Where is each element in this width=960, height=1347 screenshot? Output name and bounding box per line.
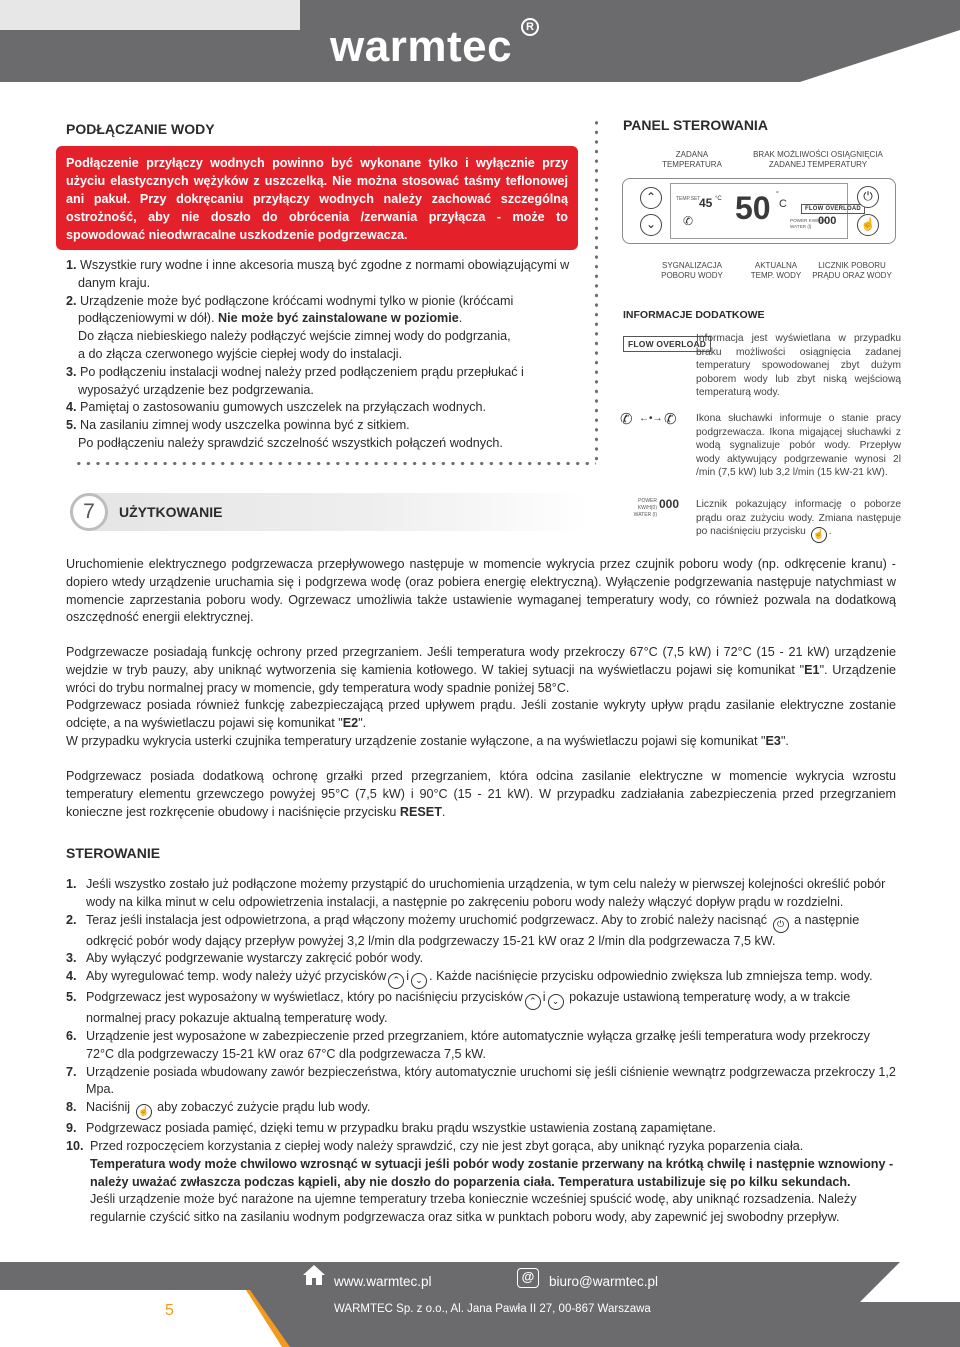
paragraph: Podgrzewacz posiada dodatkową ochronę grzałki przed przegrzaniem, która odcina zasilanie elektryczne w momencie wykrycia wzrostu temperatury elementu grzewczego powyżej 95°C (7,5 kW) i 90°C (15 - 21 kW). W przypadku zadziałania zabezpieczenia przed przegrzaniem konieczne jest rozkręcenie obudowy i naciśnięcie przycisku RESET. <box>66 769 896 819</box>
down-icon: ⌄ <box>548 994 564 1010</box>
section-title-control: STEROWANIE <box>66 845 161 861</box>
down-button-icon[interactable]: ⌄ <box>640 214 662 236</box>
list-item: 10. Przed rozpoczęciem korzystania z ciepłej wody należy sprawdzić, czy nie jest zbyt gorąca, aby uniknąć ryzyka poparzenia ciała. Temperatura wody może chwilowo wzrosnąć w sytuacji jeśli pobór wody zostanie przerwany na krótką chwilę i następnie wznowiony - należy uważać zwłaszcza podczas kąpieli, aby nie doszło do poparzenia ciała. Temperatura ustabilizuje się po kilku sekundach. Jeśli urządzenie może być narażone na ujemne temperatury trzeba koniecznie wcześniej spuścić wodę, aby uniknąć rozsadzenia. Należy regularnie czyścić sitko na zasilaniu wodnym podgrzewacza oraz sitka w punktach poboru wody, aby zapewnić jej swobodny przepływ. <box>66 1138 894 1225</box>
up-icon: ⌃ <box>388 973 404 989</box>
down-icon: ⌄ <box>411 973 427 989</box>
list-item: 3. Aby wyłączyć podgrzewanie wystarczy zakręcić pobór wody. <box>66 951 424 966</box>
list-item: 4. Pamiętaj o zastosowaniu gumowych uszczelek na przyłączach wodnych. <box>66 400 487 415</box>
registered-mark: R <box>521 18 539 36</box>
paragraph: Podgrzewacze posiadają funkcję ochrony przed przegrzaniem. Jeśli temperatura wody przekroczy 67°C (7,5 kW) i 72°C (15 - 21 kW) urządzenie wejdzie w tryb pauzy, aby uniknąć wytworzenia się kamienia kotłowego. W takiej sytuacji na wyświetlaczu pojawi się komunikat "E1". Urządzenie wróci do trybu normalnej pracy w momencie, gdy temperatura wody spadnie poniżej 58°C. <box>66 645 896 695</box>
dotted-divider-horizontal <box>74 462 596 465</box>
flow-overload-badge: FLOW OVERLOAD <box>623 334 711 352</box>
flow-overload-description: Informacja jest wyświetlana w przypadku braku możliwości osiągnięcia zadanej temperatury spowodowanej zbyt dużym poborem wody lub zbyt niską wejściową temperaturą wody. <box>696 333 901 399</box>
list-item: 1. Jeśli wszystko zostało już podłączone możemy przystąpić do uruchomienia urządzenia, w tym celu należy w pierwszej kolejności określić pobór wody na kilka minut w celu odpowietrzenia instalacji, a następnie po zakręceniu poboru wody należy włączyć dopływ prądu w rozdzielni. <box>66 877 886 909</box>
list-item-continuation: Do złącza niebieskiego należy podłączyć wejście zimnej wody do podgrzania, <box>78 329 511 344</box>
section-title-water: PODŁĄCZANIE WODY <box>66 121 215 137</box>
paragraph: Uruchomienie elektrycznego podgrzewacza przepływowego następuje w momencie wykrycia przez czujnik poboru wody (np. odkręcenie kranu) - dopiero wtedy urządzenie uruchamia się i podgrzewa wodę (oraz pobiera energię elektryczną). Wyłączenie podgrzewania następuje natychmiast w momencie zaprzestania poboru wody. Ogrzewacz umożliwia także ustawienie wymaganej temperatury wody, co również pozwala na dodatkową oszczędność energii elektrycznej. <box>66 557 896 625</box>
label-counter: LICZNIK POBORU PRĄDU ORAZ WODY <box>812 261 892 280</box>
list-item: 4. Aby wyregulować temp. wody należy użyć przycisków ⌃ i ⌄ . Każde naciśnięcie przycisku odpowiednio zwiększa lub zmniejsza temp. wody. <box>66 968 896 989</box>
list-item: 6. Urządzenie jest wyposażone w zabezpieczenie przed przegrzaniem, które automatycznie wyłącza grzałkę jeśli temperatura wody przekroczy 72°C dla podgrzewaczy 15-21 kW oraz 67°C dla podgrzewacza 7,5 kW. <box>66 1028 870 1061</box>
list-item: 5. Na zasilaniu zimnej wody uszczelka powinna być z sitkiem. <box>66 418 410 433</box>
section-7-title: UŻYTKOWANIE <box>119 504 223 520</box>
list-item-continuation: a do złącza czerwonego wyjście ciepłej wody do instalacji. <box>78 346 403 361</box>
list-item-continuation: Po podłączeniu należy sprawdzić szczelność wszystkich połączeń wodnych. <box>78 435 503 450</box>
power-water-label: POWER KW/H(0) WATER (l) <box>790 218 827 229</box>
control-list <box>66 876 896 1227</box>
warning-box <box>56 146 578 250</box>
brand-logo: warmtec <box>330 22 513 71</box>
list-item: 2. Urządzenie może być podłączone króćcami wodnymi tylko w pionie (króćcami podłączeniowymi w dół). Nie może być zainstalowane w poziomie. <box>66 293 514 326</box>
current-temp-value: 50 <box>735 190 771 226</box>
handset-icon: ✆ <box>620 411 633 428</box>
power-icon: ⏻ <box>773 917 789 933</box>
section-number-badge: 7 <box>70 493 108 531</box>
paragraph: Podgrzewacz posiada również funkcję zabezpieczającą przed upływem prądu. Jeśli zostanie wykryty upływ prądu zasilanie elektryczne zostanie odcięte, a na wyświetlaczu pojawi się komunikat "E2". <box>66 698 896 730</box>
counter-description: Licznik pokazujący informację o poborze prądu oraz zużyciu wody. Zmiana następuje po naciśnięciu przycisku ☝ . <box>696 498 901 543</box>
up-button-icon[interactable]: ⌃ <box>640 187 662 209</box>
hand-button-icon[interactable]: ☝ <box>857 214 879 236</box>
home-icon <box>301 1262 327 1288</box>
counter-digits: 000 <box>659 497 680 511</box>
list-item: 5. Podgrzewacz jest wyposażony w wyświetlacz, który po naciśnięciu przycisków ⌃ i ⌄ pokazuje ustawioną temperaturę wody, a w trakcie normalnej pracy pokazuje aktualną temperaturę wody. <box>66 990 851 1026</box>
label-water-signal: SYGNALIZACJA POBORU WODY <box>661 261 723 280</box>
email-icon: @ <box>517 1268 539 1288</box>
list-item: 2. Teraz jeśli instalacja jest odpowietrzona, a prąd włączony możemy uruchomić podgrzewacz. Aby to zrobić należy nacisnąć ⏻ a następnie odkręcić pobór wody dający przepływ powyżej 3,2 l/min dla podgrzewaczy 15-21 kW oraz 2 l/min dla podgrzewacza 7,5 kW. <box>66 912 860 948</box>
hand-icon: ☝ <box>811 527 827 543</box>
list-item: 9. Podgrzewacz posiada pamięć, dzięki temu w przypadku braku prądu wszystkie ustawienia zostaną zapamiętane. <box>66 1121 717 1136</box>
website-link[interactable]: www.warmtec.pl <box>334 1274 432 1289</box>
power-button-icon[interactable]: ⏻ <box>857 186 879 208</box>
label-set-temperature: ZADANA TEMPERATURA <box>662 150 722 169</box>
label-current-temp: AKTUALNA TEMP. WODY <box>750 261 802 280</box>
handset-icon: ✆ <box>683 214 694 228</box>
water-connection-list <box>66 257 586 453</box>
footer-light-area <box>0 1300 250 1347</box>
up-icon: ⌃ <box>525 994 541 1010</box>
temp-set-unit: °C <box>715 196 722 202</box>
paragraph: W przypadku wykrycia usterki czujnika temperatury urządzenie zostanie wyłączone, a na wyświetlaczu pojawi się komunikat "E3". <box>66 734 789 748</box>
current-temp-unit: C <box>779 198 787 210</box>
panel-title: PANEL STEROWANIA <box>623 117 768 133</box>
info-title: INFORMACJE DODATKOWE <box>623 309 765 321</box>
handset-water-icon: ✆ <box>664 411 677 428</box>
warning-text: Podłączenie przyłączy wodnych powinno być wykonane tylko i wyłącznie przy użyciu elastycznych wężyków z uszczelką. Nie można stosować taśmy teflonowej ani pakuł. Przy dokręcaniu przyłączy wodnych należy zachować szczególną ostrożność, aby nie doszło do obrócenia /zerwania przyłącza - może to spowodować nieodwracalne uszkodzenie podgrzewacza. <box>66 156 568 242</box>
company-address: WARMTEC Sp. z o.o., Al. Jana Pawła II 27, 00-867 Warszawa <box>334 1303 651 1315</box>
arrow-both-icon: ←•→ <box>639 413 663 424</box>
flow-overload-indicator: FLOW OVERLOAD <box>801 197 865 215</box>
dotted-divider-vertical <box>595 118 598 466</box>
page-number: 5 <box>165 1302 174 1319</box>
counter-label: POWER KW/H(0) WATER (l) <box>633 498 657 518</box>
list-item: 7. Urządzenie posiada wbudowany zawór bezpieczeństwa, który automatycznie uruchomi się jeśli ciśnienie wewnątrz podgrzewacza przekroczy 1,2 Mpa. <box>66 1064 896 1097</box>
degree-symbol: ° <box>776 191 779 198</box>
list-item: 8. Naciśnij ☝ aby zobaczyć zużycie prądu lub wody. <box>66 1099 896 1120</box>
temp-set-label: TEMP.SET <box>676 196 701 202</box>
handset-description: Ikona słuchawki informuje o stanie pracy podgrzewacza. Ikona migającej słuchawki z wodą sygnalizuje pobór wody. Przepływ wody aktywujący podgrzewanie wynosi 2l /min (7,5 kW) lub 3,2 l/min (15 kW-21 kW). <box>696 413 901 479</box>
hand-icon: ☝ <box>136 1104 152 1120</box>
label-cannot-reach-temp: BRAK MOŻLIWOŚCI OSIĄGNIĘCIA ZADANEJ TEMPERATURY <box>753 150 883 169</box>
counter-value: 000 <box>818 215 837 227</box>
list-item: 1. Wszystkie rury wodne i inne akcesoria muszą być zgodne z normami obowiązującymi w danym kraju. <box>66 258 570 290</box>
list-item: 3. Po podłączeniu instalacji wodnej należy przed podłączeniem prądu przepłukać i wyposażyć urządzenie bez podgrzewania. <box>66 364 524 397</box>
email-link[interactable]: biuro@warmtec.pl <box>549 1274 658 1289</box>
temp-set-value: 45 <box>699 196 713 210</box>
